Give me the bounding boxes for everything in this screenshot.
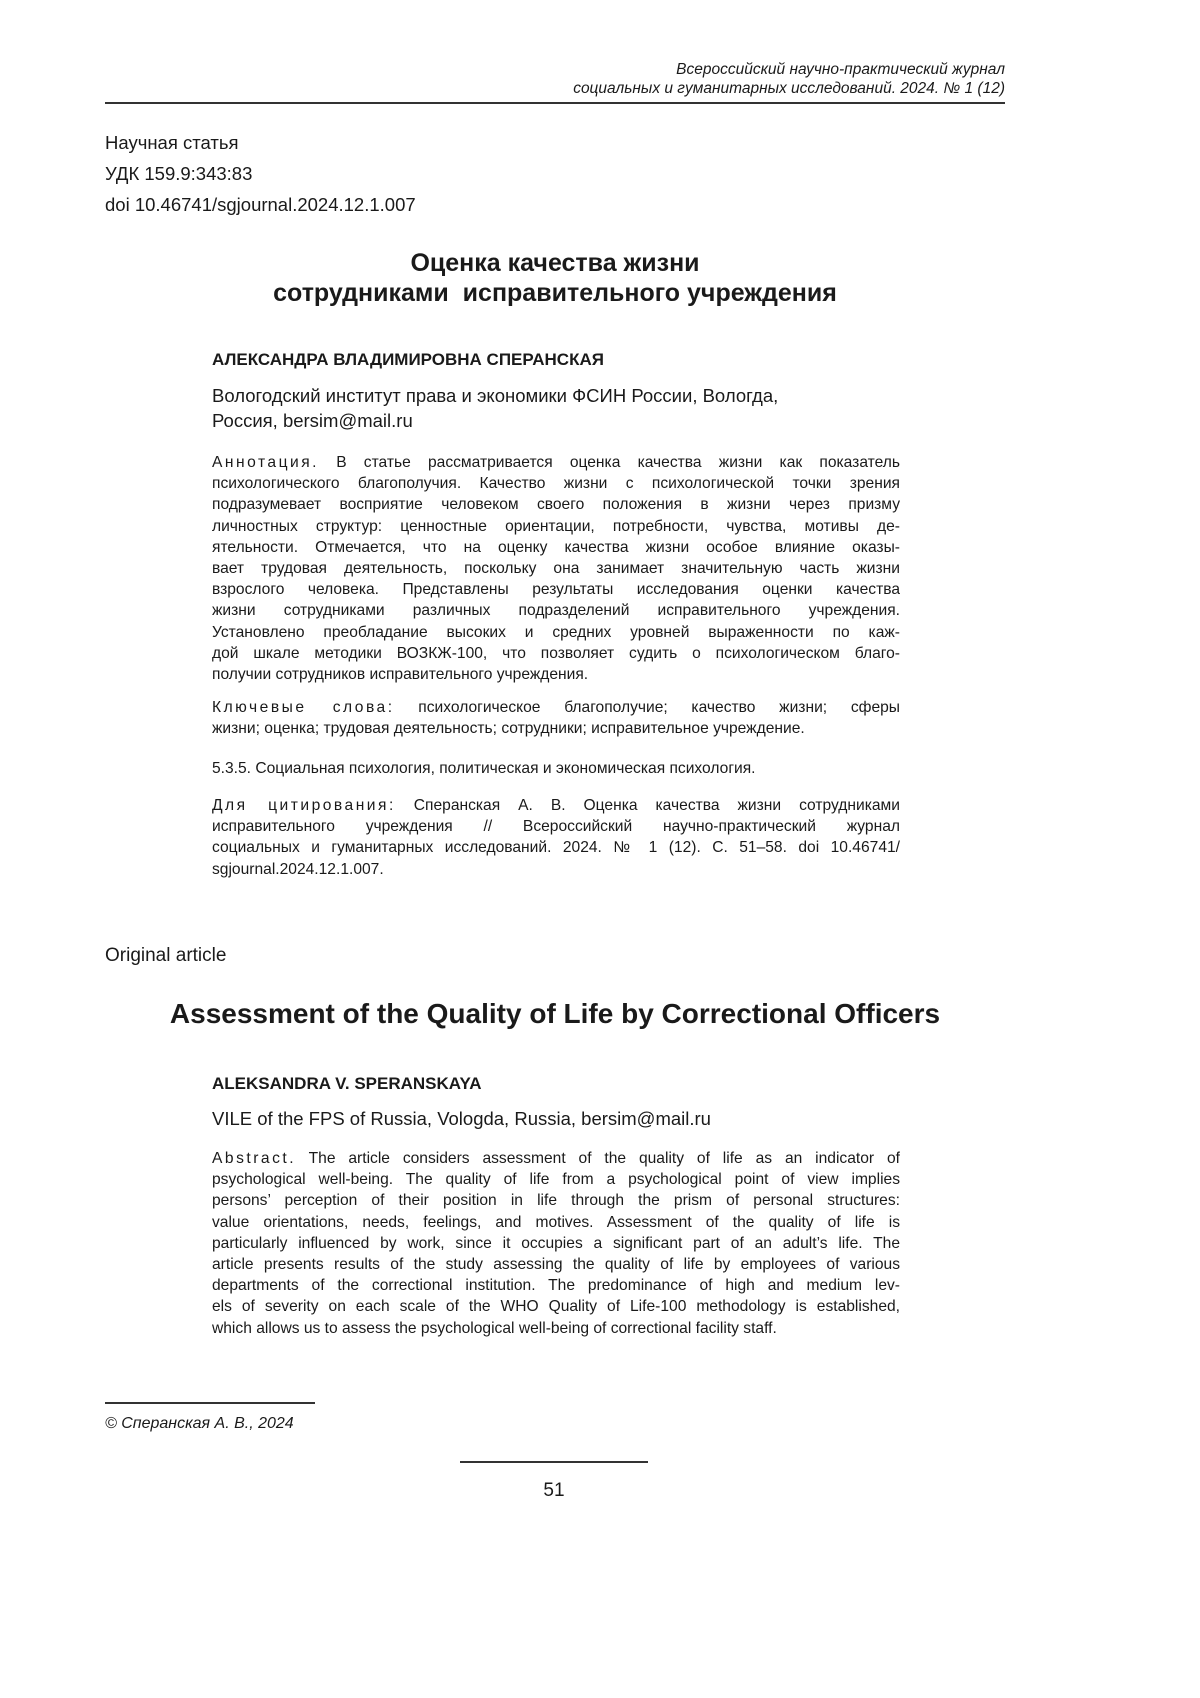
- header-rule: [105, 102, 1005, 104]
- journal-line-2: социальных и гуманитарных исследований. 2024. № 1 (12): [573, 79, 1005, 98]
- line-text: departments of the correctional institution. The predominance of high and medium lev-: [212, 1277, 900, 1294]
- footnote-rule: [105, 1402, 315, 1404]
- section-label: Аннотация.: [212, 454, 319, 471]
- text-line: [212, 1169, 900, 1190]
- line-text: личностных структур: ценностные ориентации, потребности, чувства, мотивы де-: [212, 518, 900, 535]
- line-text: which allows us to assess the psychological well-being of correctional facility staff.: [212, 1320, 777, 1337]
- text-line: [212, 1275, 900, 1296]
- line-text: els of severity on each scale of the WHO Quality of Life-100 methodology is established,: [212, 1298, 900, 1315]
- title-en: Assessment of the Quality of Life by Correctional Officers: [105, 998, 1005, 1030]
- line-text: вает трудовая деятельность, поскольку она занимает значительную часть жизни: [212, 560, 900, 577]
- text-line: [212, 579, 900, 600]
- line-text: психологическое благополучие; качество жизни; сферы: [418, 699, 900, 716]
- line-text: жизни; оценка; трудовая деятельность; сотрудники; исправительное учреждение.: [212, 720, 805, 737]
- text-line: [212, 718, 900, 739]
- text-line: [212, 1254, 900, 1275]
- running-header: [573, 60, 1005, 98]
- text-line: [212, 622, 900, 643]
- line-text: sgjournal.2024.12.1.007.: [212, 861, 384, 878]
- author-en: ALEKSANDRA V. SPERANSKAYA: [212, 1074, 482, 1094]
- text-line: [212, 664, 900, 685]
- doi: doi 10.46741/sgjournal.2024.12.1.007: [105, 189, 416, 220]
- text-line: [212, 837, 900, 858]
- line-text: взрослого человека. Представлены результаты исследования оценки качества: [212, 581, 900, 598]
- line-text: The article considers assessment of the quality of life as an indicator of: [309, 1150, 900, 1167]
- line-text: value orientations, needs, feelings, and motives. Assessment of the quality of life is: [212, 1214, 900, 1231]
- line-text: ятельности. Отмечается, что на оценку качества жизни особое влияние оказы-: [212, 539, 900, 556]
- affiliation-ru: [212, 383, 932, 433]
- line-text: получии сотрудников исправительного учреждения.: [212, 666, 588, 683]
- line-text: Сперанская А. В. Оценка качества жизни сотрудниками: [414, 797, 900, 814]
- specialty-text: 5.3.5. Социальная психология, политическая и экономическая психология.: [212, 758, 900, 779]
- text-line: [212, 1296, 900, 1317]
- line-text: социальных и гуманитарных исследований. 2024. № 1 (12). С. 51–58. doi 10.46741/: [212, 839, 900, 856]
- article-type: Научная статья: [105, 127, 416, 158]
- text-line: [212, 494, 900, 515]
- line-text: жизни сотрудниками различных подразделений исправительного учреждения.: [212, 602, 900, 619]
- text-line: [212, 816, 900, 837]
- abstract-ru: [212, 452, 900, 685]
- line-text: исправительного учреждения // Всероссийский научно-практический журнал: [212, 818, 900, 835]
- text-line: [212, 643, 900, 664]
- text-line: [212, 600, 900, 621]
- line-text: дой шкале методики ВОЗКЖ-100, что позволяет судить о психологическом благо-: [212, 645, 900, 662]
- text-line: [212, 697, 900, 718]
- section-label: Abstract.: [212, 1150, 296, 1167]
- line-text: article presents results of the study assessing the quality of life by employees of various: [212, 1256, 900, 1273]
- line-text: persons’ perception of their position in life through the prism of personal structures:: [212, 1192, 900, 1209]
- text-line: [212, 795, 900, 816]
- section-label: Для цитирования:: [212, 797, 396, 814]
- line-text: подразумевает восприятие человеком своего положения в жизни через призму: [212, 496, 900, 513]
- text-line: [212, 1318, 900, 1339]
- line-text: психологического благополучия. Качество жизни с психологической точки зрения: [212, 475, 900, 492]
- title-ru-line: сотрудниками исправительного учреждения: [105, 278, 1005, 308]
- section-label: Ключевые слова:: [212, 699, 395, 716]
- text-line: [212, 473, 900, 494]
- keywords-ru: [212, 697, 900, 739]
- text-line: [212, 1233, 900, 1254]
- title-ru-line: Оценка качества жизни: [105, 248, 1005, 278]
- text-line: [212, 1148, 900, 1169]
- citation-ru: [212, 795, 900, 880]
- line-text: В статье рассматривается оценка качества жизни как показатель: [336, 454, 900, 471]
- text-line: [212, 516, 900, 537]
- line-text: Установлено преобладание высоких и средних уровней выраженности по каж-: [212, 624, 900, 641]
- text-line: [212, 558, 900, 579]
- text-line: [212, 1190, 900, 1211]
- text-line: [212, 1212, 900, 1233]
- line-text: particularly influenced by work, since it occupies a significant part of an adult’s life. The: [212, 1235, 900, 1252]
- author-ru: АЛЕКСАНДРА ВЛАДИМИРОВНА СПЕРАНСКАЯ: [212, 350, 604, 370]
- journal-line-1: Всероссийский научно-практический журнал: [573, 60, 1005, 79]
- page-number: 51: [460, 1480, 648, 1502]
- article-type-en: Original article: [105, 945, 226, 967]
- udc: УДК 159.9:343:83: [105, 158, 416, 189]
- affil-line: Вологодский институт права и экономики ФСИН России, Вологда,: [212, 383, 932, 408]
- copyright: © Сперанская А. В., 2024: [105, 1415, 294, 1433]
- affil-line: Россия, bersim@mail.ru: [212, 408, 932, 433]
- text-line: [212, 537, 900, 558]
- text-line: [212, 452, 900, 473]
- abstract-en: [212, 1148, 900, 1339]
- affiliation-en: VILE of the FPS of Russia, Vologda, Russia, bersim@mail.ru: [212, 1108, 711, 1130]
- text-line: [212, 859, 900, 880]
- title-ru: [105, 248, 1005, 308]
- line-text: psychological well-being. The quality of life from a psychological point of view implies: [212, 1171, 900, 1188]
- article-meta: [105, 127, 416, 220]
- specialty: [212, 758, 900, 779]
- page-number-rule: [460, 1461, 648, 1463]
